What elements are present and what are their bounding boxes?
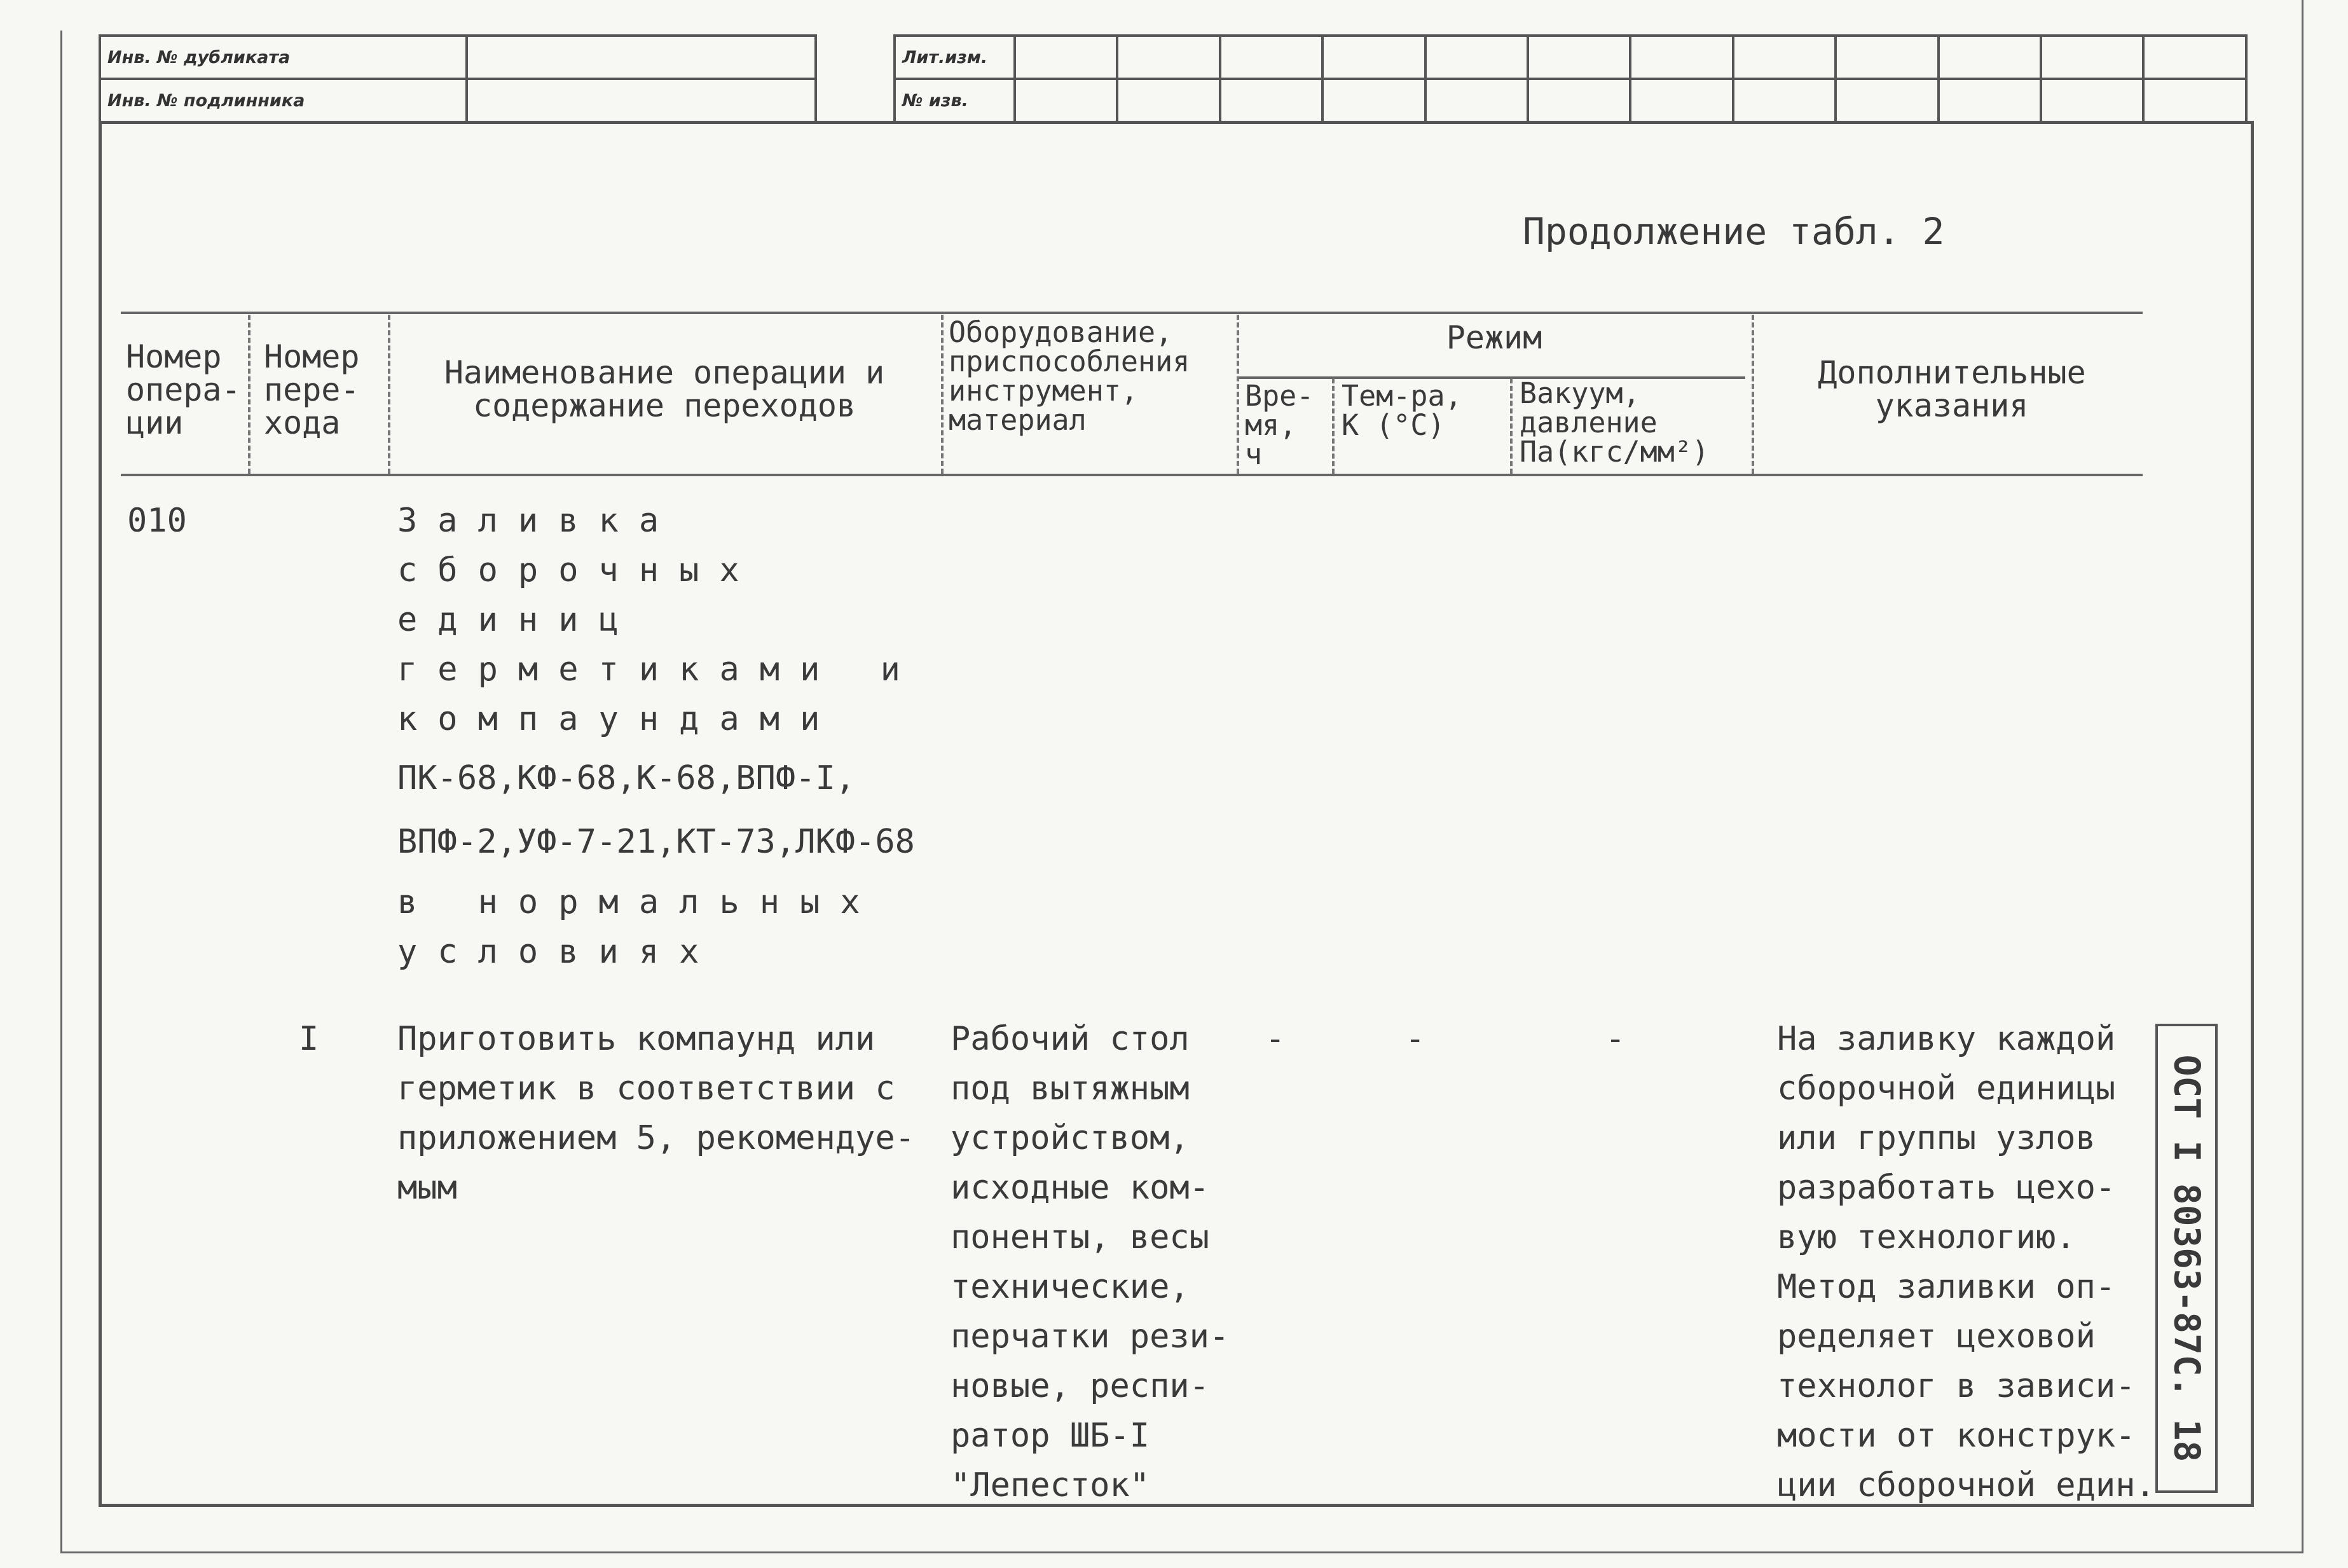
header-time: Вре- мя, ч	[1245, 379, 1314, 471]
continuation-title: Продолжение табл. 2	[1523, 210, 1945, 253]
lit-label: Лит.изм.	[895, 36, 1015, 79]
header-temperature: Тем-ра, К (°C)	[1342, 379, 1462, 442]
orig-label: Инв. № подлинника	[100, 79, 467, 122]
step-vacuum: -	[1605, 1020, 1626, 1058]
header-equipment: Оборудование, приспособления инструмент, материал	[949, 315, 1190, 437]
header-op-number: Номер опера- ции	[126, 338, 241, 441]
col-sep	[388, 315, 390, 474]
col-sep	[1332, 378, 1335, 474]
header-name: Наименование операции и содержание переходов	[444, 354, 885, 424]
header-step-number: Номер пере- хода	[264, 338, 360, 441]
col-sep	[248, 315, 251, 474]
revision-stamp	[893, 34, 2248, 123]
standard-code-box	[2155, 1024, 2218, 1493]
no-label: № изв.	[895, 79, 1015, 122]
step-time: -	[1265, 1020, 1286, 1058]
standard-code: ОСТ I 80363-87С. 18	[2166, 1054, 2207, 1462]
operation-number: 010	[127, 502, 187, 540]
col-sep	[941, 315, 944, 474]
col-sep	[1510, 378, 1513, 474]
operation-title: Заливка сборочных единиц герметиками и компаундами ПК-68,КФ-68,К-68,ВПФ-I, ВПФ-2,УФ-7-21,КТ-73,ЛКФ-68 в нормальных условиях	[397, 502, 921, 971]
col-sep	[1752, 315, 1754, 474]
step-temperature: -	[1405, 1020, 1425, 1058]
step-number: I	[299, 1020, 319, 1058]
header-mode: Режим	[1446, 319, 1542, 356]
header-bottom-rule	[121, 474, 2143, 476]
header-vacuum: Вакуум, давление Па(кгс/мм²)	[1520, 376, 1710, 469]
header-notes: Дополнительные указания	[1818, 354, 2086, 424]
step-equipment: Рабочий стол под вытяжным устройством, исходные ком- поненты, весы технические, перчатки рези- новые, респи- ратор ШБ-I "Лепесток"	[951, 1020, 1230, 1504]
header-top-rule	[121, 312, 2143, 314]
dup-label: Инв. № дубликата	[100, 36, 467, 79]
step-notes: На заливку каждой сборочной единицы или группы узлов разработать цехо- вую технологию. Метод заливки оп- ределяет цеховой технолог в зависи- мости от конструк- ции сборочной един.	[1777, 1020, 2155, 1504]
step-content: Приготовить компаунд или герметик в соответствии с приложением 5, рекомендуе- мым	[397, 1020, 915, 1207]
right-edge-line	[2302, 0, 2303, 1551]
inventory-stamp	[99, 34, 817, 123]
